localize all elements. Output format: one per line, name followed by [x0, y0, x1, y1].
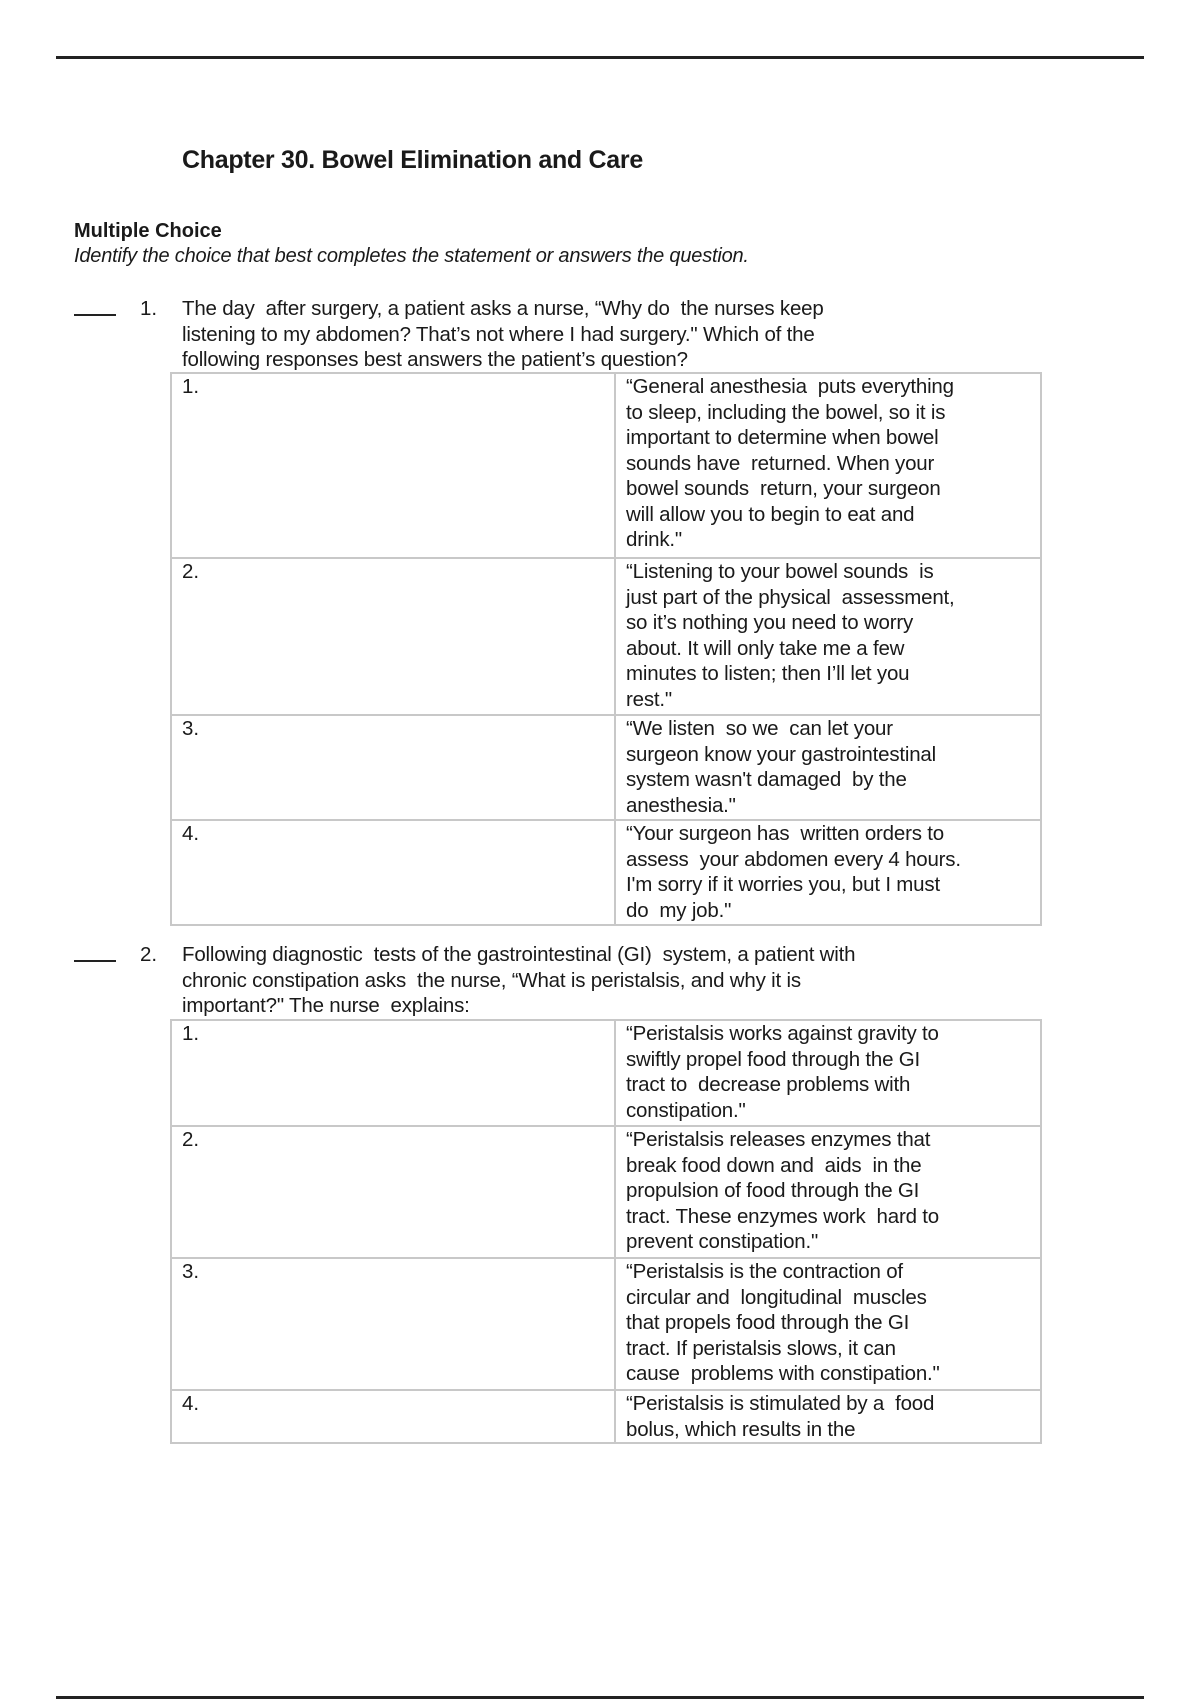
table-row [171, 715, 1041, 820]
option-text: “Peristalsis is stimulated by a food bolus, which results in the [615, 1390, 1041, 1443]
option-text: “Peristalsis is the contraction of circular and longitudinal muscles that propels food through the GI tract. If peristalsis slows, it can cause problems with constipation." [615, 1258, 1041, 1390]
option-label[interactable]: 1. [171, 373, 615, 558]
option-label[interactable]: 2. [171, 1126, 615, 1258]
answer-blank[interactable] [74, 314, 116, 316]
option-label[interactable]: 3. [171, 1258, 615, 1390]
bottom-rule [56, 1696, 1144, 1699]
section-instructions: Identify the choice that best completes the statement or answers the question. [74, 245, 749, 267]
top-rule [56, 56, 1144, 59]
table-row [171, 1258, 1041, 1390]
question-number: 2. [140, 943, 158, 966]
table-row [171, 1020, 1041, 1126]
question-text: The day after surgery, a patient asks a nurse, “Why do the nurses keep listening to my abdomen? That’s not where I had surgery." Which of the following responses best answers the patient’s question? [182, 297, 824, 371]
question-number: 1. [140, 297, 158, 320]
answer-blank[interactable] [74, 960, 116, 962]
option-label[interactable]: 1. [171, 1020, 615, 1126]
table-row [171, 820, 1041, 925]
table-row [171, 558, 1041, 715]
options-table-2 [170, 1019, 1042, 1444]
table-row [171, 373, 1041, 558]
option-text: “General anesthesia puts everything to sleep, including the bowel, so it is important to determine when bowel sounds have returned. When your bowel sounds return, your surgeon will allow you to begin to eat and drink." [615, 373, 1041, 558]
option-text: “We listen so we can let your surgeon know your gastrointestinal system wasn't damaged by the anesthesia." [615, 715, 1041, 820]
options-table-1 [170, 372, 1042, 926]
option-label[interactable]: 4. [171, 820, 615, 925]
option-label[interactable]: 3. [171, 715, 615, 820]
option-label[interactable]: 4. [171, 1390, 615, 1443]
option-text: “Peristalsis releases enzymes that break food down and aids in the propulsion of food through the GI tract. These enzymes work hard to prevent constipation." [615, 1126, 1041, 1258]
section-heading: Multiple Choice [74, 220, 222, 242]
option-text: “Listening to your bowel sounds is just part of the physical assessment, so it’s nothing you need to worry about. It will only take me a few minutes to listen; then I’ll let you rest." [615, 558, 1041, 715]
table-row [171, 1390, 1041, 1443]
option-label[interactable]: 2. [171, 558, 615, 715]
question-text: Following diagnostic tests of the gastrointestinal (GI) system, a patient with chronic constipation asks the nurse, “What is peristalsis, and why it is important?" The nurse explains: [182, 943, 856, 1017]
option-text: “Your surgeon has written orders to assess your abdomen every 4 hours. I'm sorry if it worries you, but I must do my job." [615, 820, 1041, 925]
table-row [171, 1126, 1041, 1258]
page-title: Chapter 30. Bowel Elimination and Care [182, 146, 643, 174]
option-text: “Peristalsis works against gravity to swiftly propel food through the GI tract to decrease problems with constipation." [615, 1020, 1041, 1126]
